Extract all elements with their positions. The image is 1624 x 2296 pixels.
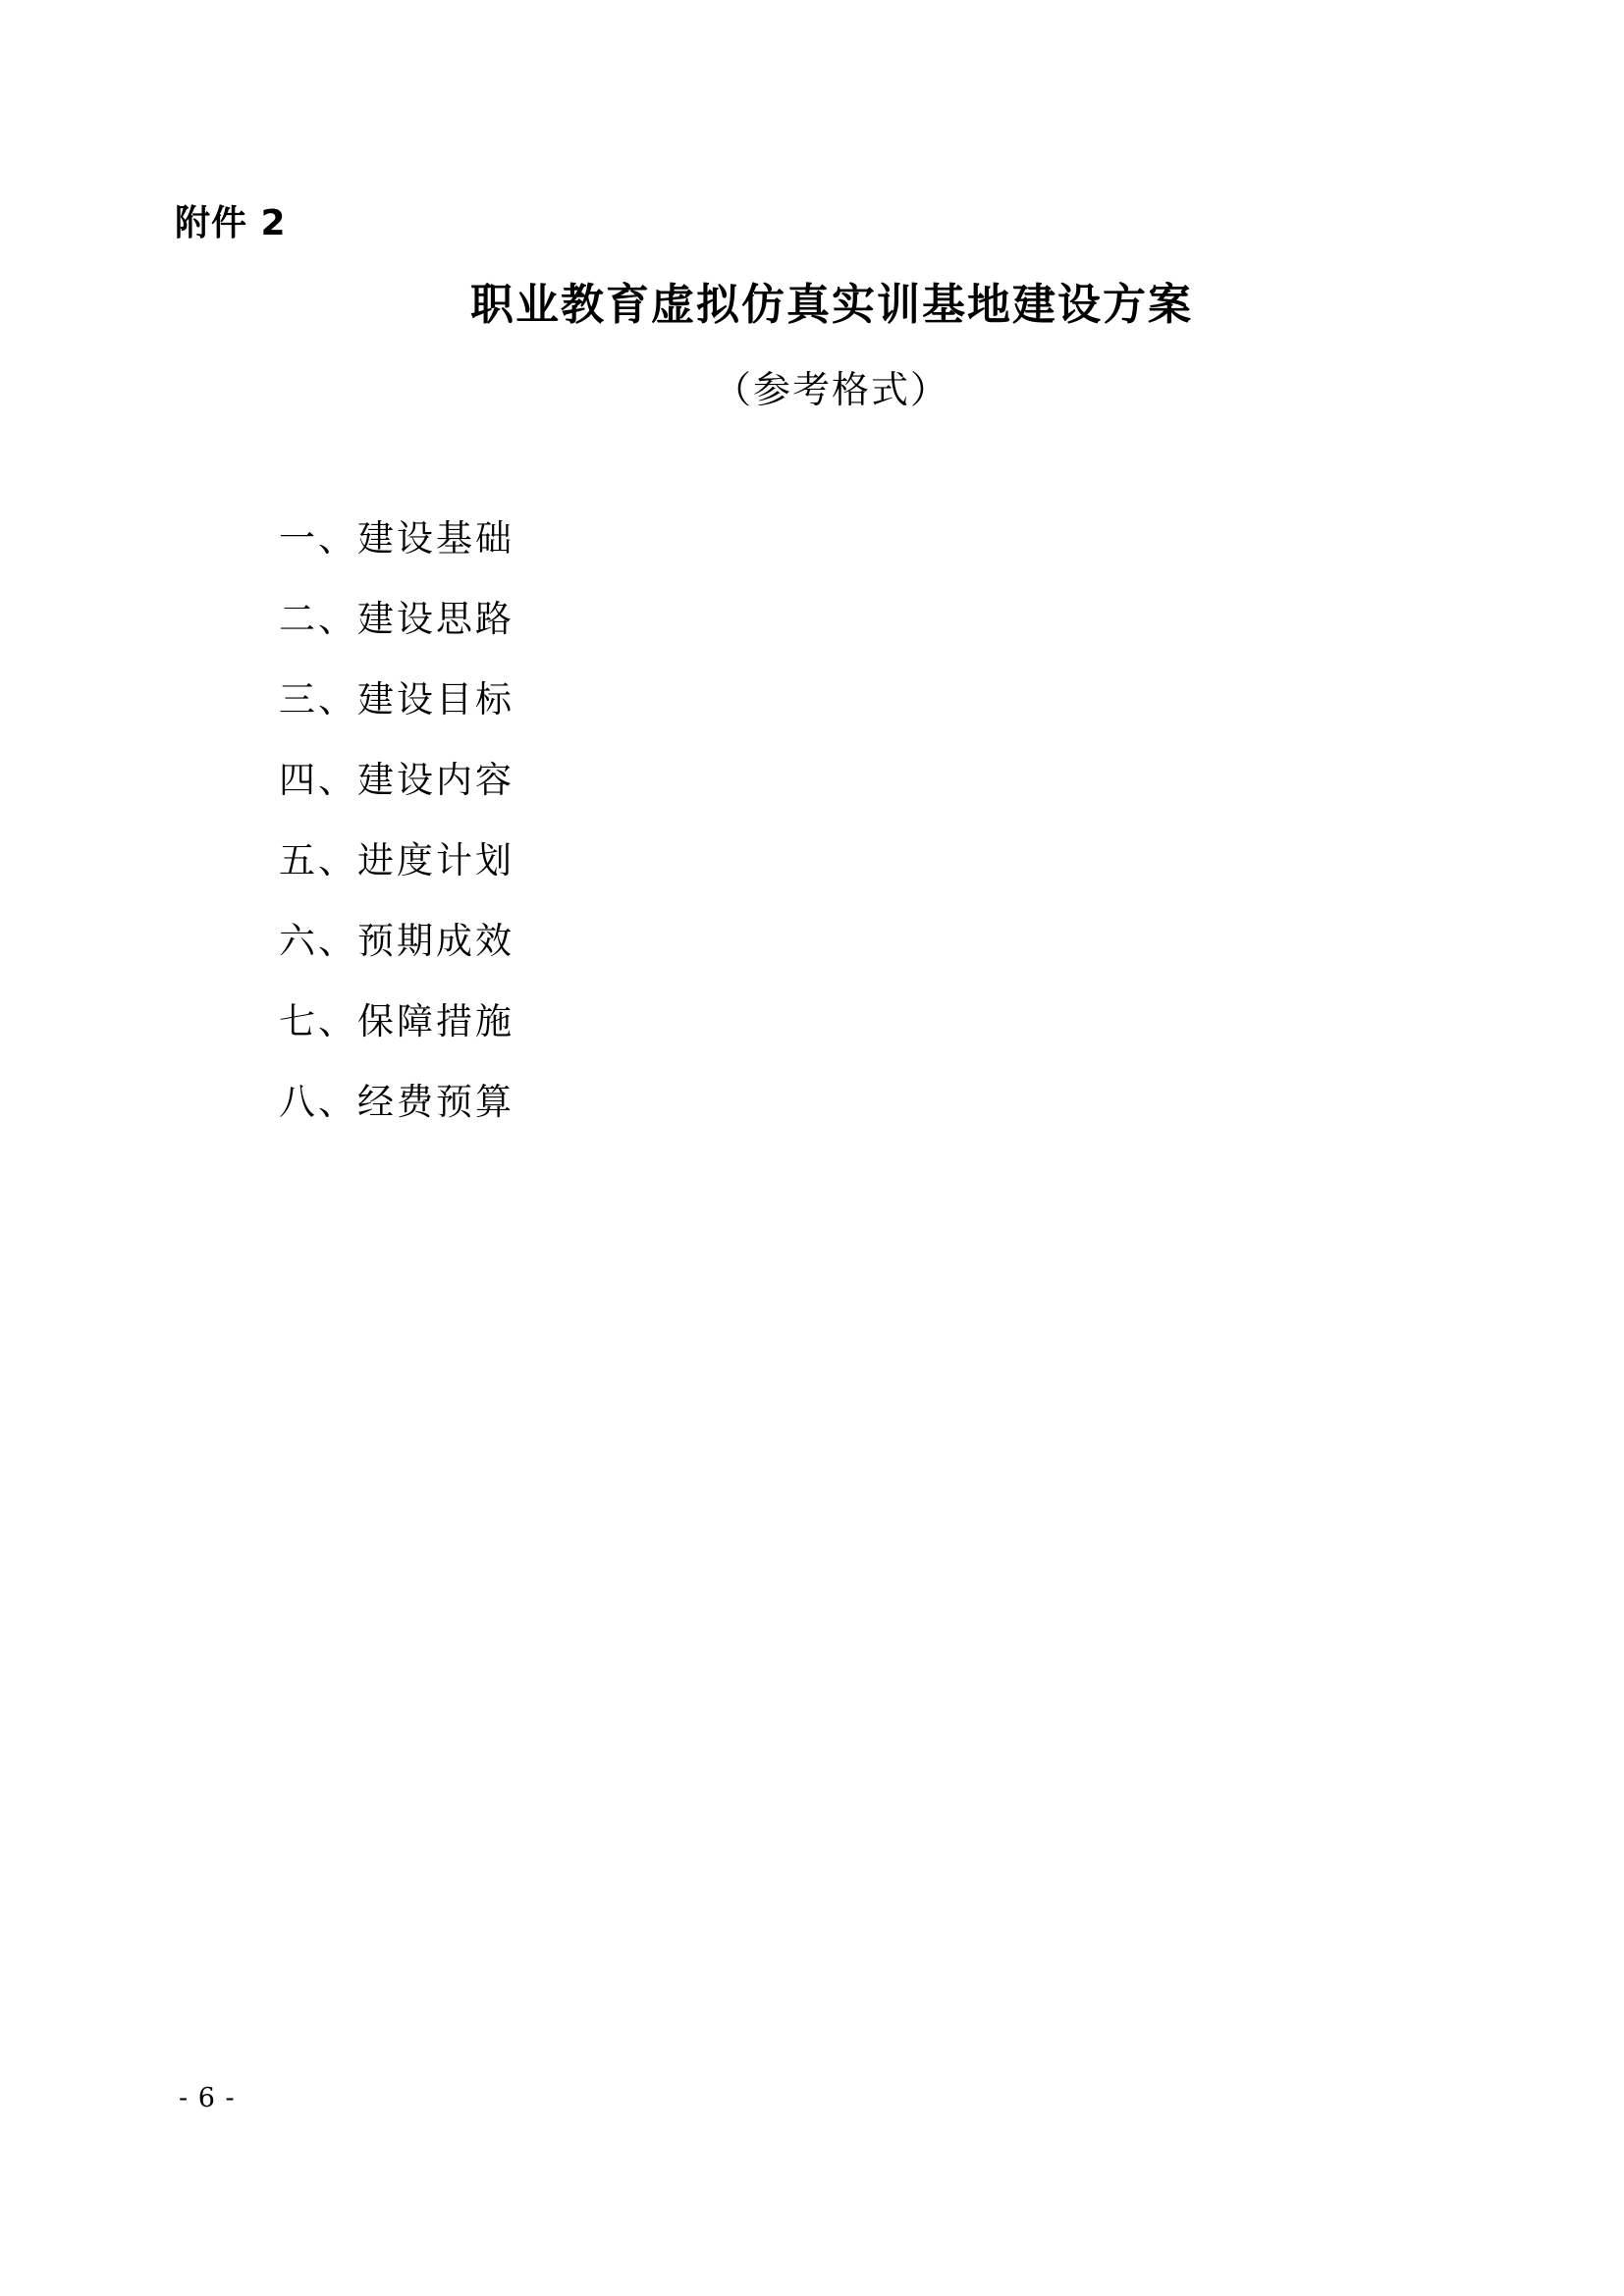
outline-item-6 — [279, 920, 966, 962]
page-title: 职业教育虚拟仿真实训基地建设方案 — [470, 280, 1193, 330]
outline-item-number: 五 — [279, 839, 318, 881]
outline-item-separator: 、 — [318, 839, 357, 881]
outline-item-separator: 、 — [318, 678, 357, 721]
page-number: - 6 - — [179, 2083, 236, 2113]
outline-item-3 — [279, 678, 966, 721]
outline-item-label: 经费预算 — [357, 1081, 514, 1123]
outline-item-separator: 、 — [318, 1081, 357, 1123]
outline-item-label: 建设目标 — [357, 678, 514, 721]
outline-item-5 — [279, 839, 966, 881]
outline-item-label: 建设基础 — [357, 517, 514, 560]
outline-item-number: 四 — [279, 759, 318, 801]
outline-item-number: 七 — [279, 1000, 318, 1042]
outline-item-number: 二 — [279, 598, 318, 640]
outline-item-label: 预期成效 — [357, 920, 514, 962]
outline-item-number: 八 — [279, 1081, 318, 1123]
outline-item-number: 三 — [279, 678, 318, 721]
page-subtitle: （参考格式） — [713, 368, 949, 411]
outline-item-number: 六 — [279, 920, 318, 962]
outline-item-separator: 、 — [318, 598, 357, 640]
outline-item-separator: 、 — [318, 517, 357, 560]
outline-item-label: 进度计划 — [357, 839, 514, 881]
outline-item-1 — [279, 517, 966, 560]
outline-item-label: 建设内容 — [357, 759, 514, 801]
outline-item-label: 建设思路 — [357, 598, 514, 640]
outline-item-separator: 、 — [318, 1000, 357, 1042]
outline-item-4 — [279, 759, 966, 801]
attachment-label: 附件 2 — [175, 203, 287, 243]
outline-item-8 — [279, 1081, 966, 1123]
outline-item-label: 保障措施 — [357, 1000, 514, 1042]
outline-item-separator: 、 — [318, 920, 357, 962]
document-outline — [279, 517, 966, 1164]
outline-item-2 — [279, 598, 966, 640]
outline-item-7 — [279, 1000, 966, 1042]
outline-item-separator: 、 — [318, 759, 357, 801]
outline-item-number: 一 — [279, 517, 318, 560]
